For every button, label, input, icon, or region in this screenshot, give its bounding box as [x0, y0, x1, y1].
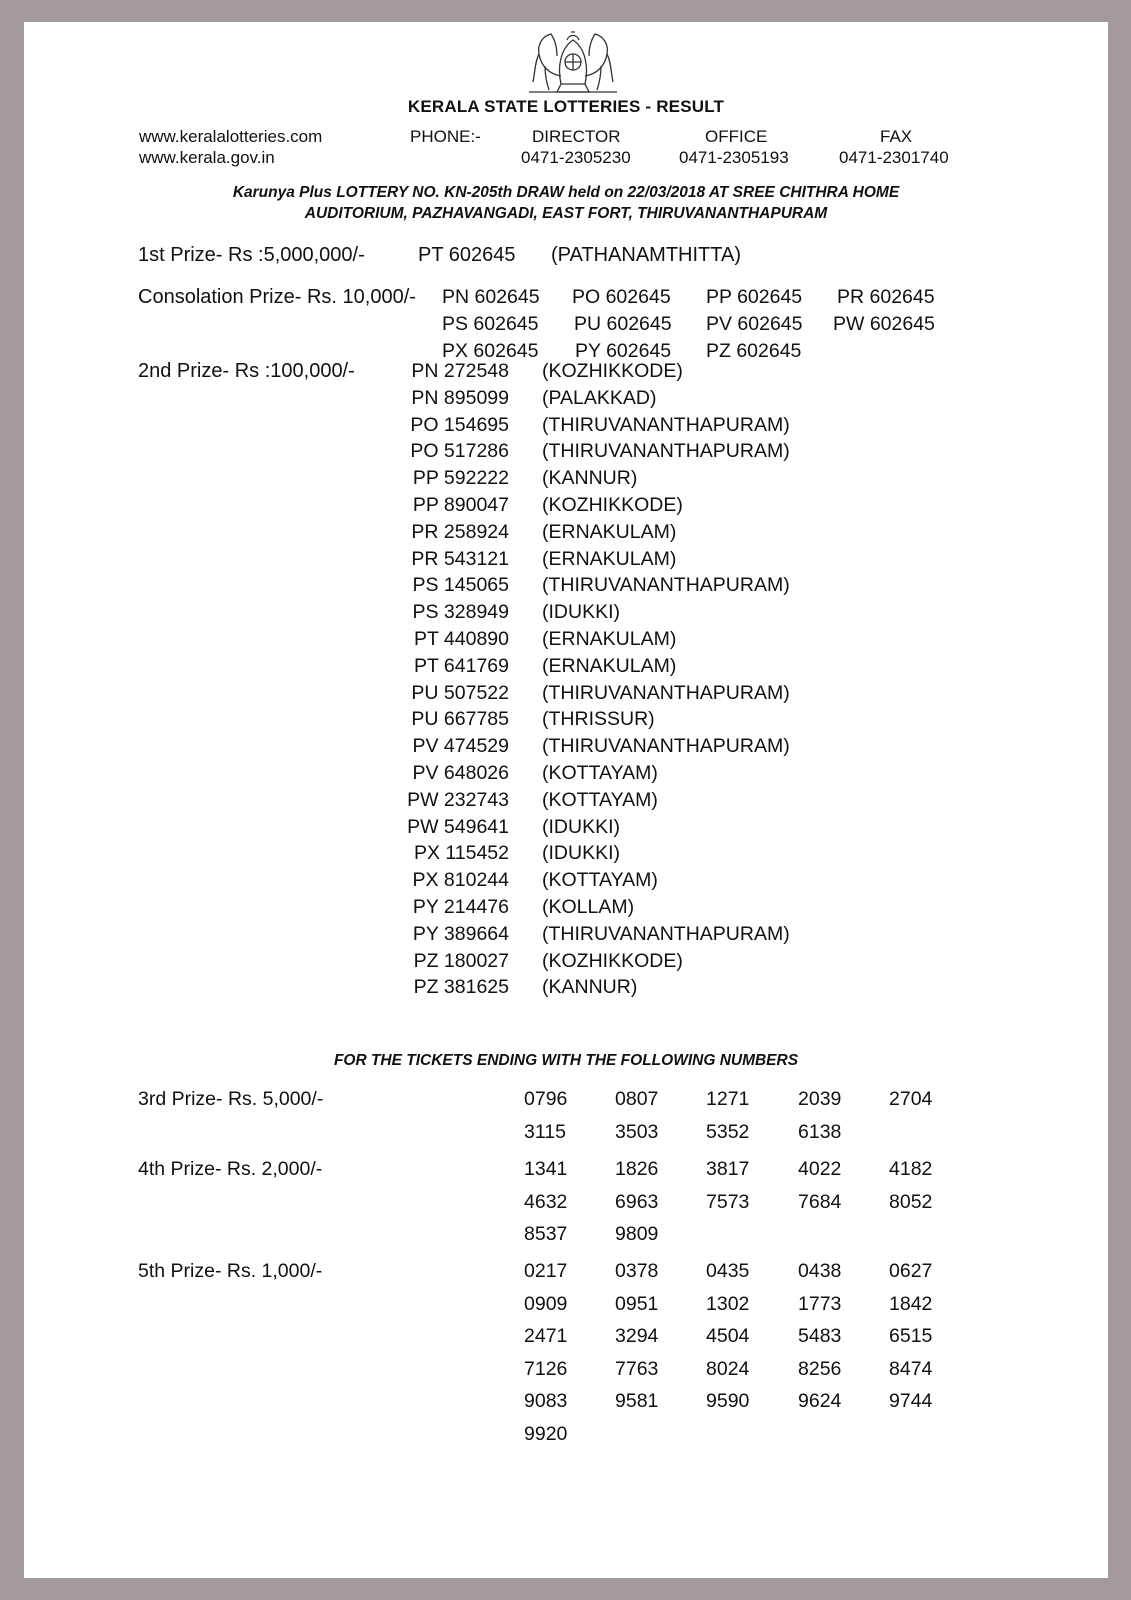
office-label: OFFICE [705, 127, 768, 146]
ending-number: 0378 [615, 1260, 659, 1282]
consolation-prize-label: Consolation Prize- Rs. 10,000/- [138, 286, 416, 308]
ending-number: 7763 [615, 1357, 659, 1380]
ending-number: 0438 [798, 1260, 842, 1282]
second-prize-ticket: PU 507522 [411, 681, 509, 704]
ending-number: 6138 [798, 1120, 842, 1143]
ending-number: 7573 [706, 1190, 750, 1213]
consolation-ticket: PP 602645 [706, 286, 803, 308]
consolation-ticket: PZ 602645 [706, 340, 802, 362]
ending-number: 4632 [524, 1190, 568, 1213]
second-prize-place: (KANNUR) [542, 467, 638, 490]
ending-prize-label: 3rd Prize- Rs. 5,000/- [138, 1088, 324, 1110]
draw-details [24, 182, 1108, 224]
ending-number: 1842 [889, 1292, 933, 1315]
ending-number: 3294 [615, 1325, 659, 1347]
ending-number: 0951 [615, 1292, 659, 1315]
ending-number: 2471 [524, 1325, 568, 1347]
ending-number: 9920 [524, 1422, 568, 1445]
second-prize-ticket: PZ 180027 [413, 949, 509, 972]
first-prize-label: 1st Prize- Rs :5,000,000/- [138, 244, 365, 266]
second-prize-ticket: PX 115452 [413, 842, 509, 865]
second-prize-place: (ERNAKULAM) [542, 628, 677, 650]
second-prize-ticket: PY 214476 [412, 896, 509, 918]
director-phone: 0471-2305230 [521, 148, 631, 167]
draw-line: Karunya Plus LOTTERY NO. KN-205th DRAW held on 22/03/2018 AT SREE CHITHRA HOME [232, 184, 900, 201]
second-prize-place: (THIRUVANANTHAPURAM) [542, 735, 790, 758]
second-prize-place: (IDUKKI) [542, 815, 620, 838]
second-prize-place: (THIRUVANANTHAPURAM) [542, 413, 790, 436]
ending-number: 4504 [706, 1325, 750, 1347]
ending-prize-label: 5th Prize- Rs. 1,000/- [138, 1260, 323, 1282]
second-prize-ticket: PO 517286 [410, 440, 509, 463]
ending-number: 0807 [615, 1088, 659, 1110]
fax-number: 0471-2301740 [839, 148, 949, 167]
ending-number: 1341 [524, 1158, 568, 1180]
page-title: KERALA STATE LOTTERIES - RESULT [407, 97, 725, 116]
second-prize-ticket: PN 272548 [411, 360, 509, 382]
second-prize-ticket: PT 440890 [413, 628, 509, 650]
second-prize-place: (THIRUVANANTHAPURAM) [542, 922, 790, 945]
consolation-ticket: PX 602645 [442, 340, 539, 362]
second-prize-ticket: PS 328949 [412, 601, 509, 624]
second-prize-ticket: PN 895099 [411, 386, 509, 409]
ending-number: 9744 [889, 1390, 933, 1412]
second-prize-place: (KOTTAYAM) [542, 788, 658, 811]
ending-number: 5483 [798, 1325, 842, 1347]
second-prize-ticket: PU 667785 [411, 708, 509, 731]
ending-number: 8052 [889, 1190, 933, 1213]
ending-number: 5352 [706, 1120, 750, 1143]
first-prize-place: (PATHANAMTHITTA) [551, 244, 741, 266]
second-prize-ticket: PW 232743 [407, 788, 509, 811]
draw-line: AUDITORIUM, PAZHAVANGADI, EAST FORT, THIRUVANANTHAPURAM [304, 205, 828, 222]
ending-heading: FOR THE TICKETS ENDING WITH THE FOLLOWING NUMBERS [333, 1052, 799, 1069]
second-prize-place: (KOZHIKKODE) [542, 494, 683, 516]
ending-number: 8024 [706, 1357, 750, 1380]
second-prize-ticket: PW 549641 [407, 815, 509, 838]
kerala-emblem-icon [527, 26, 619, 96]
ending-number: 7126 [524, 1357, 568, 1380]
ending-number: 9624 [798, 1390, 842, 1412]
website-link[interactable]: www.keralalotteries.com [139, 127, 323, 146]
ending-number: 2704 [889, 1088, 933, 1110]
second-prize-ticket: PV 474529 [412, 735, 509, 758]
second-prize-ticket: PT 641769 [413, 654, 509, 677]
consolation-ticket: PR 602645 [837, 286, 935, 308]
result-sheet [24, 22, 1108, 1578]
second-prize-place: (THRISSUR) [542, 708, 655, 731]
ending-number: 3115 [524, 1120, 566, 1143]
second-prize-ticket: PP 890047 [412, 494, 509, 516]
ending-number: 0796 [524, 1088, 568, 1110]
second-prize-ticket: PS 145065 [412, 574, 509, 597]
second-prize-place: (KOZHIKKODE) [542, 360, 683, 382]
website-link[interactable]: www.kerala.gov.in [139, 148, 275, 167]
ending-number: 1271 [706, 1088, 750, 1110]
ending-number: 3503 [615, 1120, 659, 1143]
second-prize-place: (THIRUVANANTHAPURAM) [542, 440, 790, 463]
second-prize-place: (IDUKKI) [542, 601, 620, 624]
second-prize-place: (IDUKKI) [542, 842, 620, 865]
consolation-ticket: PW 602645 [833, 313, 935, 335]
ending-number: 0909 [524, 1292, 568, 1315]
second-prize-place: (KOLLAM) [542, 896, 635, 918]
consolation-ticket: PY 602645 [575, 340, 672, 362]
ending-number: 1302 [706, 1292, 750, 1315]
second-prize-place: (THIRUVANANTHAPURAM) [542, 681, 790, 704]
ending-number: 6515 [889, 1325, 933, 1347]
ending-number: 8256 [798, 1357, 842, 1380]
second-prize-place: (KOZHIKKODE) [542, 949, 683, 972]
second-prize-ticket: PR 543121 [411, 547, 509, 570]
second-prize-place: (THIRUVANANTHAPURAM) [542, 574, 790, 597]
second-prize-place: (ERNAKULAM) [542, 654, 677, 677]
second-prize-place: (KOTTAYAM) [542, 869, 658, 892]
second-prize-ticket: PX 810244 [412, 869, 509, 892]
ending-number: 1773 [798, 1292, 842, 1315]
ending-number: 4022 [798, 1158, 842, 1180]
second-prize-place: (KANNUR) [542, 976, 638, 999]
ending-number: 0217 [524, 1260, 568, 1282]
ending-number: 2039 [798, 1088, 842, 1110]
ending-number: 0435 [706, 1260, 750, 1282]
ending-number: 8474 [889, 1357, 933, 1380]
consolation-ticket: PU 602645 [574, 313, 672, 335]
second-prize-place: (KOTTAYAM) [542, 762, 658, 784]
second-prize-ticket: PO 154695 [410, 413, 509, 436]
ending-number: 0627 [889, 1260, 933, 1282]
second-prize-ticket: PV 648026 [412, 762, 509, 784]
fax-label: FAX [880, 127, 913, 146]
office-phone: 0471-2305193 [679, 148, 789, 167]
ending-number: 6963 [615, 1190, 659, 1213]
ending-number: 4182 [889, 1158, 933, 1180]
second-prize-label: 2nd Prize- Rs :100,000/- [138, 360, 355, 382]
ending-number: 8537 [524, 1223, 568, 1245]
first-prize-ticket: PT 602645 [418, 244, 516, 266]
second-prize-place: (PALAKKAD) [542, 386, 657, 409]
second-prize-ticket: PY 389664 [412, 922, 509, 945]
second-prize-place: (ERNAKULAM) [542, 520, 677, 543]
director-label: DIRECTOR [532, 127, 621, 146]
second-prize-ticket: PP 592222 [412, 467, 509, 490]
ending-prize-label: 4th Prize- Rs. 2,000/- [138, 1158, 323, 1180]
consolation-ticket: PN 602645 [442, 286, 540, 308]
phone-label: PHONE:- [410, 127, 481, 146]
ending-number: 3817 [706, 1158, 750, 1180]
second-prize-ticket: PZ 381625 [413, 976, 509, 999]
second-prize-place: (ERNAKULAM) [542, 547, 677, 570]
ending-number: 9581 [615, 1390, 659, 1412]
consolation-ticket: PS 602645 [442, 313, 539, 335]
second-prize-ticket: PR 258924 [411, 520, 509, 543]
ending-number: 9809 [615, 1223, 659, 1245]
ending-number: 1826 [615, 1158, 659, 1180]
consolation-ticket: PO 602645 [572, 286, 671, 308]
consolation-ticket: PV 602645 [706, 313, 803, 335]
ending-number: 9590 [706, 1390, 750, 1412]
ending-number: 7684 [798, 1190, 842, 1213]
ending-number: 9083 [524, 1390, 568, 1412]
